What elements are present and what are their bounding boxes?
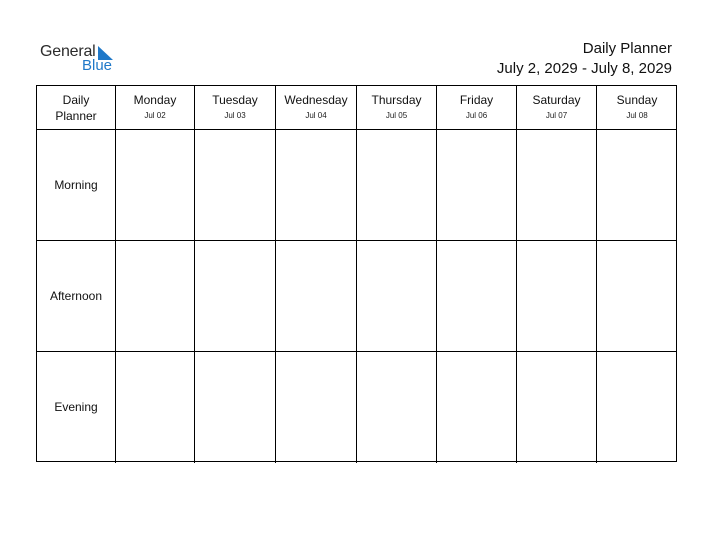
slot-cell[interactable]: [517, 130, 597, 241]
logo-text-general: General: [40, 43, 96, 60]
planner-table: [36, 85, 677, 462]
day-date: Jul 04: [305, 111, 327, 120]
logo: [40, 43, 120, 75]
slot-cell[interactable]: [116, 241, 195, 352]
slot-cell[interactable]: [357, 130, 437, 241]
day-header-wednesday: [276, 86, 357, 130]
page-title: Daily Planner: [582, 40, 672, 57]
day-date: Jul 05: [385, 111, 408, 120]
period-label-morning: [37, 130, 116, 241]
day-header-monday: [116, 86, 195, 130]
logo-text-blue: Blue: [82, 57, 113, 74]
corner-label-line1: Daily: [62, 92, 90, 107]
slot-cell[interactable]: [517, 241, 597, 352]
slot-cell[interactable]: [195, 241, 276, 352]
corner-label-line2: Planner: [55, 108, 97, 123]
slot-cell[interactable]: [116, 352, 195, 463]
slot-cell[interactable]: [357, 352, 437, 463]
day-name: Saturday: [532, 93, 581, 107]
slot-cell[interactable]: [597, 241, 677, 352]
slot-cell[interactable]: [357, 241, 437, 352]
period-label: Afternoon: [49, 288, 103, 303]
day-name: Wednesday: [284, 93, 348, 107]
slot-cell[interactable]: [437, 352, 517, 463]
slot-cell[interactable]: [597, 130, 677, 241]
slot-cell[interactable]: [276, 241, 357, 352]
corner-cell: [37, 86, 116, 130]
slot-cell[interactable]: [195, 352, 276, 463]
slot-cell[interactable]: [276, 352, 357, 463]
day-header-thursday: [357, 86, 437, 130]
slot-cell[interactable]: [195, 130, 276, 241]
slot-cell[interactable]: [437, 241, 517, 352]
period-label: Morning: [54, 177, 98, 192]
day-date: Jul 07: [545, 111, 568, 120]
day-name: Monday: [133, 93, 177, 107]
slot-cell[interactable]: [517, 352, 597, 463]
slot-cell[interactable]: [437, 130, 517, 241]
day-name: Sunday: [616, 93, 658, 107]
day-date: Jul 06: [465, 111, 488, 120]
slot-cell[interactable]: [116, 130, 195, 241]
day-date: Jul 08: [626, 111, 648, 120]
slot-cell[interactable]: [597, 352, 677, 463]
period-label-evening: [37, 352, 116, 463]
day-name: Thursday: [371, 93, 422, 107]
day-date: Jul 03: [224, 111, 246, 120]
day-date: Jul 02: [144, 111, 166, 120]
day-name: Friday: [459, 93, 494, 107]
day-header-sunday: [597, 86, 677, 130]
day-header-friday: [437, 86, 517, 130]
period-label: Evening: [54, 400, 98, 414]
day-name: Tuesday: [212, 93, 258, 107]
period-label-afternoon: [37, 241, 116, 352]
day-header-tuesday: [195, 86, 276, 130]
day-header-saturday: [517, 86, 597, 130]
date-range: July 2, 2029 - July 8, 2029: [496, 60, 672, 77]
slot-cell[interactable]: [276, 130, 357, 241]
